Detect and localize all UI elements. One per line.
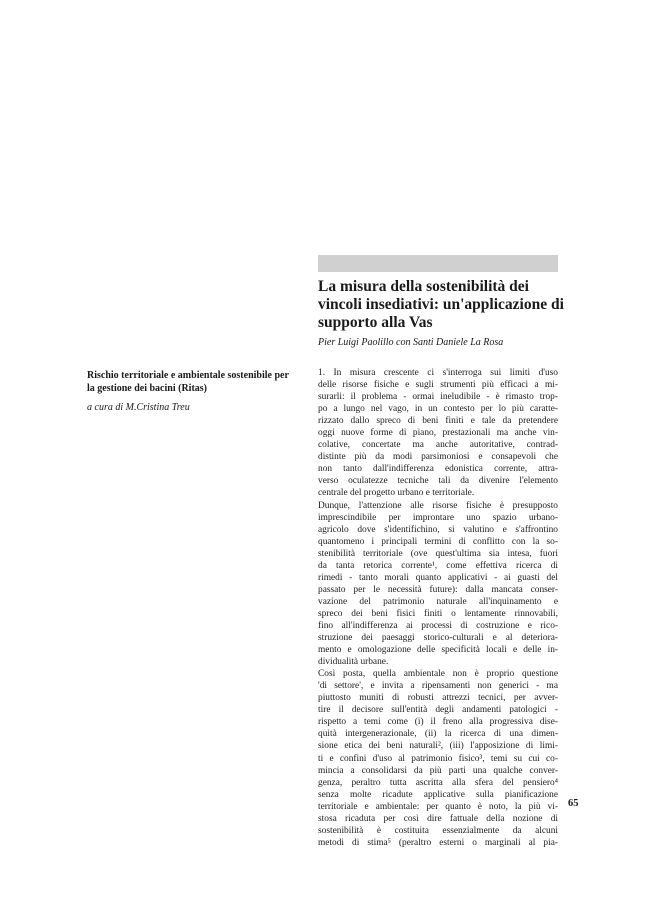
body-line: sostenibilità è costituita essenzialmente da alcuni: [318, 825, 558, 836]
body-line: piuttosto muniti di robusti attrezzi tecnici, per avver-: [318, 693, 558, 704]
body-line: metodi di stima⁵ (peraltro esterni o marginali al pia-: [318, 837, 558, 848]
article-authors: Pier Luigi Paolillo con Santi Daniele La Rosa: [318, 337, 504, 348]
body-line: dividualità urbane.: [318, 657, 389, 668]
body-line: po a lungo nel vago, in un contesto per lo più caratte-: [318, 404, 558, 415]
body-line: struzione dei paesaggi storico-culturali e al deteriora-: [318, 633, 558, 644]
article-title-line: vincoli insediativi: un'applicazione di: [318, 296, 564, 313]
body-line: stosa ricaduta per così dire fattuale della nozione di: [318, 813, 558, 824]
body-line: agricolo dove s'identifichino, si valutino e s'affrontino: [318, 524, 558, 535]
body-line: sione etica dei beni naturali², (iii) l'apposizione di limi-: [318, 741, 558, 752]
article-body: [318, 367, 558, 849]
sidebar-editor: a cura di M.Cristina Treu: [87, 402, 190, 413]
article-title: [318, 278, 568, 332]
body-line: passato per le necessità future): dalla mancata conser-: [318, 584, 558, 595]
body-line: ti e confini d'uso al patrimonio fisico³, temi su cui co-: [318, 753, 558, 764]
body-line: distinte più da modi parsimoniosi e consapevoli che: [318, 452, 558, 463]
article-title-line: supporto alla Vas: [318, 314, 433, 331]
page-number: 65: [568, 798, 579, 809]
body-line: centrale del progetto urbano e territoriale.: [318, 488, 475, 499]
body-line: oggi nuove forme di piano, prestazionali ma anche vin-: [318, 428, 558, 439]
body-line: spreco dei beni fisici finiti o lentamente rinnovabili,: [318, 608, 558, 619]
body-line: rizzato dallo spreco di beni finiti e tale da pretendere: [318, 416, 558, 427]
body-line: delle risorse fisiche e sugli strumenti più efficaci a mi-: [318, 380, 558, 391]
body-line: colative, concertate ma anche autoritative, contrad-: [318, 440, 558, 451]
sidebar-title-line: la gestione dei bacini (Ritas): [87, 382, 207, 394]
body-line: non tanto dall'indifferenza edonistica corrente, attra-: [318, 464, 558, 475]
article-title-line: La misura della sostenibilità dei: [318, 278, 529, 295]
body-line: stenibilità territoriale (ove quest'ultima sia intesa, fuori: [318, 548, 558, 559]
sidebar-title-line: Rischio territoriale e ambientale sostenibile per: [87, 370, 289, 381]
body-line: mento e omologazione delle specificità locali e delle in-: [318, 645, 558, 656]
body-line: quantomeno i principali termini di conflitto con la so-: [318, 536, 558, 547]
body-line: Così posta, quella ambientale non è proprio questione: [318, 669, 558, 680]
body-line: quità intergenerazionale, (ii) la ricerca di una dimen-: [318, 729, 558, 740]
body-line: rimedi - tanto morali quanto applicativi - ai guasti del: [318, 572, 558, 583]
body-line: da tanta retorica corrente¹, come effettiva ricerca di: [318, 560, 558, 571]
body-line: senza molte ricadute applicative sulla pianificazione: [318, 789, 558, 800]
body-line: mincia a consolidarsi da più parti una qualche conver-: [318, 765, 558, 776]
body-line: rispetto a temi come (i) il freno alla progressiva dise-: [318, 717, 558, 728]
body-line: vazione del patrimonio naturale all'inquinamento e: [318, 596, 558, 607]
body-line: territoriale e ambientale: per quanto è noto, la più vi-: [318, 801, 558, 812]
body-line: verso oculatezze tecniche tali da divenire l'elemento: [318, 476, 558, 487]
body-line: 'di settore', e invita a ripensamenti non generici - ma: [318, 681, 558, 692]
body-line: imprescindibile per improntare uno spazio urbano-: [318, 512, 558, 523]
body-line: 1. In misura crescente ci s'interroga sui limiti d'uso: [318, 368, 558, 378]
body-line: genza, peraltro tutta ascritta alla sfera del pensiero⁴: [318, 777, 558, 788]
body-line: fino all'indifferenza ai processi di costruzione e rico-: [318, 620, 558, 631]
body-line: tire il decisore sull'entità degli andamenti patologici -: [318, 705, 558, 716]
body-line: Dunque, l'attenzione alle risorse fisiche è presupposto: [318, 500, 558, 511]
sidebar-title: [87, 370, 307, 395]
body-line: surarli: il problema - ormai ineludibile - è rimasto trop-: [318, 392, 558, 403]
title-bar: [318, 255, 558, 272]
